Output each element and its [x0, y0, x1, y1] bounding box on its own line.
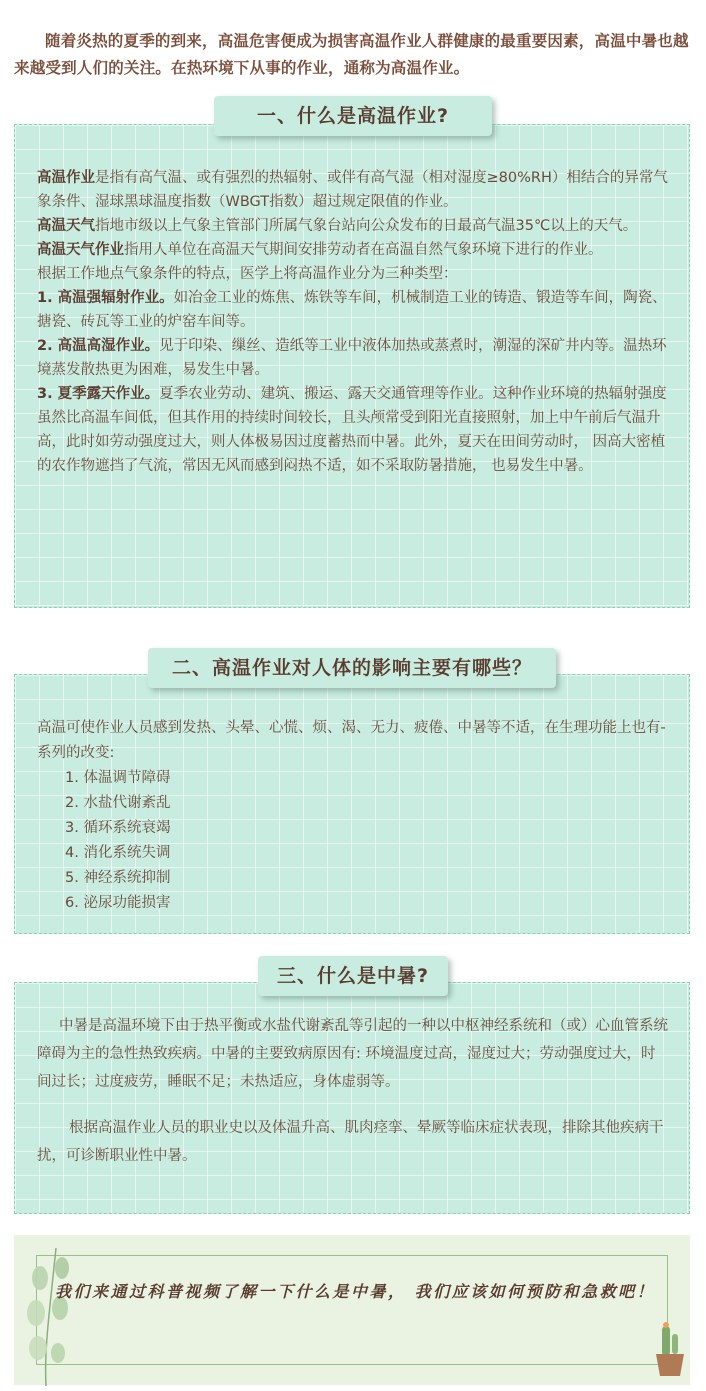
- heatstroke-diagnosis: 根据高温作业人员的职业史以及体温升高、肌肉痉挛、晕厥等临床症状表现，排除其他疾病干扰，可诊断职业性中暑。: [37, 1120, 664, 1164]
- section2-intro: 高温可使作业人员感到发热、头晕、心慌、烦、渴、无力、疲倦、中暑等不适，在生理功能上也有-系列的改变:: [37, 720, 666, 761]
- term-high-temp-work: 高温作业: [37, 170, 95, 186]
- intro-paragraph: 随着炎热的夏季的到来，高温危害便成为损害高温作业人群健康的最重要因素，高温中暑也越来越受到人们的关注。在热环境下从事的作业，通称为高温作业。: [14, 31, 689, 77]
- list-item: 6. 泌尿功能损害: [65, 895, 171, 911]
- section2-title: 二、高温作业对人体的影响主要有哪些？: [148, 648, 556, 688]
- heatstroke-definition: 中暑是高温环境下由于热平衡或水盐代谢紊乱等引起的一种以中枢神经系统和（或）心血管系统障碍为主的急性热致疾病。中暑的主要致病原因有: 环境温度过高，湿度过大；劳动强度过大，时间过长；过度疲劳，睡眠不足；未热适应，身体虚弱等。: [37, 1018, 668, 1090]
- type-outdoor: 3. 夏季露天作业。夏季农业劳动、建筑、搬运、露天交通管理等作业。这种作业环境的热辐射强度虽然比高温车间低，但其作用的持续时间较长，且头颅常受到阳光直接照射，加上中午前后气温升高，此时如劳动强度过大，则人体极易因过度蓄热而中暑。此外，夏天在田间劳动时， 因高大密植的农作物遮挡了气流，常因无风而感到闷热不适，如不采取防暑措施， 也易发生中暑。: [37, 386, 667, 474]
- footer-text: 我们来通过科普视频了解一下什么是中暑， 我们应该如何预防和急救吧！: [55, 1282, 656, 1301]
- section1-title: 一、什么是高温作业?: [214, 96, 492, 136]
- section1-content: [37, 166, 668, 478]
- cactus-pot-icon: [650, 1318, 690, 1378]
- list-item: 2. 水盐代谢紊乱: [65, 795, 171, 811]
- type-radiation: 1. 高温强辐射作业。如冶金工业的炼焦、炼铁等车间，机械制造工业的铸造、锻造等车间，陶瓷、搪瓷、砖瓦等工业的炉窑车间等。: [37, 290, 667, 330]
- type-humid: 2. 高温高湿作业。见于印染、缫丝、造纸等工业中液体加热或蒸煮时，潮湿的深矿井内等。温热环境蒸发散热更为困难，易发生中暑。: [37, 338, 667, 378]
- term-high-temp-weather-work: 高温天气作业: [37, 242, 124, 258]
- section2-content: [37, 716, 668, 916]
- effects-list: [15, 766, 668, 916]
- list-item: 5. 神经系统抑制: [65, 870, 171, 886]
- term-high-temp-weather: 高温天气: [37, 218, 95, 234]
- definition-high-temp-weather-work: 高温天气作业指用人单位在高温天气期间安排劳动者在高温自然气象环境下进行的作业。: [37, 242, 603, 258]
- footer-frame: [36, 1255, 668, 1365]
- list-item: 4. 消化系统失调: [65, 845, 171, 861]
- section3-content: [37, 1012, 668, 1170]
- section3-title: 三、什么是中暑?: [258, 956, 448, 996]
- definition-high-temp-work: 高温作业是指有高气温、或有强烈的热辐射、或伴有高气湿（相对湿度≥80%RH）相结合的异常气象条件、湿球黑球温度指数（WBGT指数）超过规定限值的作业。: [37, 170, 668, 210]
- types-intro: 根据工作地点气象条件的特点，医学上将高温作业分为三种类型：: [37, 266, 458, 282]
- list-item: 3. 循环系统衰竭: [65, 820, 171, 836]
- definition-high-temp-weather: 高温天气指地市级以上气象主管部门所属气象台站向公众发布的日最高气温35℃以上的天气。: [37, 218, 638, 234]
- leaf-branch-icon: [16, 1238, 86, 1388]
- list-item: 1. 体温调节障碍: [65, 770, 171, 786]
